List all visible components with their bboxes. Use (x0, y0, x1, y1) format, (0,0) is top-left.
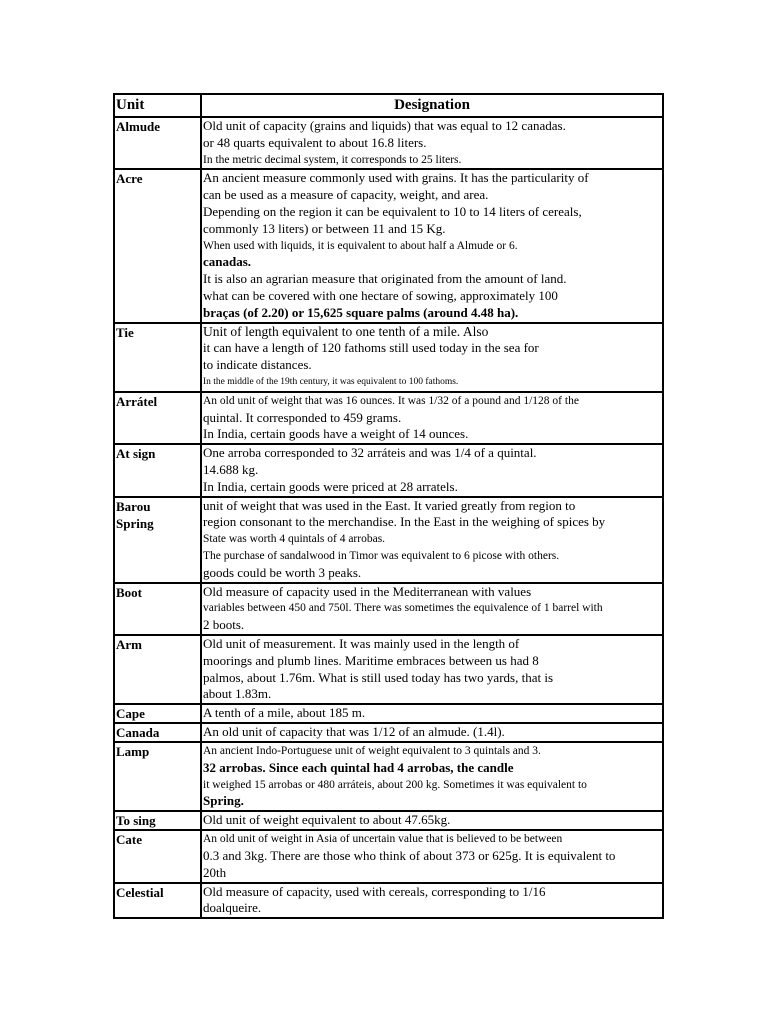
unit-name-cell (114, 323, 201, 392)
unit-column-header: Unit (114, 94, 201, 117)
unit-name-cell (114, 704, 201, 723)
unit-name-cell (114, 830, 201, 882)
designation-line: Old unit of measurement. It was mainly used in the length of (203, 635, 520, 651)
unit-name-cell (114, 169, 201, 322)
designation-line: it weighed 15 arrobas or 480 arráteis, about 200 kg. Sometimes it was equivalent to (203, 778, 587, 791)
designation-line: goods could be worth 3 peaks. (203, 564, 362, 580)
designation-line: or 48 quarts equivalent to about 16.8 liters. (203, 134, 427, 150)
designation-cell (201, 742, 663, 811)
table-row (114, 883, 663, 919)
units-table (113, 93, 664, 919)
designation-line: quintal. It corresponded to 459 grams. (203, 409, 402, 425)
designation-cell (201, 583, 663, 635)
unit-name: Spring (116, 515, 154, 531)
table-row (114, 811, 663, 830)
designation-line: The purchase of sandalwood in Timor was equivalent to 6 picose with others. (203, 549, 560, 562)
unit-name-cell (114, 635, 201, 704)
designation-line: Old unit of capacity (grains and liquids) that was equal to 12 canadas. (203, 118, 566, 133)
unit-name: Celestial (116, 884, 164, 900)
unit-name-cell (114, 117, 201, 169)
designation-line: One arroba corresponded to 32 arráteis and was 1/4 of a quintal. (203, 445, 537, 461)
designation-cell (201, 444, 663, 496)
unit-name: Boot (116, 584, 142, 600)
unit-name: Cape (116, 706, 145, 722)
designation-line: can be used as a measure of capacity, weight, and area. (203, 187, 489, 203)
designation-line: In the metric decimal system, it corresponds to 25 liters. (203, 153, 462, 166)
designation-cell (201, 392, 663, 444)
designation-line: Old unit of weight equivalent to about 47.65kg. (203, 812, 451, 828)
table-row (114, 117, 663, 169)
designation-cell (201, 883, 663, 919)
designation-column-header: Designation (201, 94, 663, 117)
designation-line: doalqueire. (203, 900, 262, 916)
designation-line: Spring. (203, 793, 244, 809)
unit-name: Canada (116, 725, 160, 741)
unit-name: Almude (116, 119, 161, 134)
unit-name-cell (114, 811, 201, 830)
designation-line: region consonant to the merchandise. In the East in the weighing of spices by (203, 514, 606, 530)
unit-name: Acre (116, 171, 143, 187)
unit-name-cell (114, 742, 201, 811)
designation-line: 14.688 kg. (203, 461, 259, 477)
designation-cell (201, 830, 663, 882)
unit-name-cell (114, 444, 201, 496)
table-row (114, 635, 663, 704)
table-row (114, 444, 663, 496)
designation-line: An ancient measure commonly used with grains. It has the particularity of (203, 170, 589, 186)
designation-line: Old measure of capacity, used with cereals, corresponding to 1/16 (203, 883, 546, 899)
designation-cell (201, 811, 663, 830)
designation-line: In the middle of the 19th century, it was equivalent to 100 fathoms. (203, 376, 459, 387)
unit-name: Cate (116, 832, 142, 848)
designation-line: It is also an agrarian measure that originated from the amount of land. (203, 271, 567, 287)
table-row (114, 583, 663, 635)
unit-name: Arm (116, 636, 142, 652)
designation-cell (201, 117, 663, 169)
designation-line: it can have a length of 120 fathoms still used today in the sea for (203, 340, 539, 356)
unit-name-cell (114, 392, 201, 444)
designation-line: canadas. (203, 254, 252, 270)
table-row (114, 723, 663, 742)
unit-name-cell (114, 883, 201, 919)
designation-cell (201, 704, 663, 723)
designation-cell (201, 497, 663, 583)
designation-cell (201, 169, 663, 322)
designation-line: braças (of 2.20) or 15,625 square palms (around 4.48 ha). (203, 304, 519, 320)
designation-line: 2 boots. (203, 617, 245, 633)
table-row (114, 169, 663, 322)
unit-name: At sign (116, 446, 156, 462)
designation-line: When used with liquids, it is equivalent to about half a Almude or 6. (203, 239, 518, 252)
designation-line: 0.3 and 3kg. There are those who think of about 373 or 625g. It is equivalent to (203, 848, 616, 864)
table-body (114, 117, 663, 918)
designation-line: 32 arrobas. Since each quintal had 4 arrobas, the candle (203, 759, 514, 775)
header-row (114, 94, 663, 117)
designation-line: variables between 450 and 750l. There was sometimes the equivalence of 1 barrel with (203, 602, 603, 615)
table-header (114, 94, 663, 117)
designation-line: unit of weight that was used in the East. It varied greatly from region to (203, 497, 576, 513)
designation-line: palmos, about 1.76m. What is still used today has two yards, that is (203, 669, 554, 685)
designation-line: In India, certain goods were priced at 28 arratels. (203, 478, 458, 494)
unit-name: To sing (116, 813, 156, 829)
designation-line: State was worth 4 quintals of 4 arrobas. (203, 533, 386, 546)
designation-line: An old unit of weight that was 16 ounces. It was 1/32 of a pound and 1/128 of the (203, 394, 579, 407)
designation-line: A tenth of a mile, about 185 m. (203, 705, 366, 721)
designation-line: to indicate distances. (203, 357, 312, 373)
designation-line: An old unit of capacity that was 1/12 of an almude. (1.4l). (203, 724, 505, 740)
unit-name-cell (114, 497, 201, 583)
designation-line: about 1.83m. (203, 686, 272, 702)
unit-name: Arrátel (116, 393, 158, 409)
table-row (114, 742, 663, 811)
table-row (114, 497, 663, 583)
table-row (114, 704, 663, 723)
designation-line: Old measure of capacity used in the Mediterranean with values (203, 583, 532, 599)
table-row (114, 392, 663, 444)
unit-name: Lamp (116, 744, 150, 760)
unit-name: Barou (116, 498, 151, 514)
designation-line: An ancient Indo-Portuguese unit of weight equivalent to 3 quintals and 3. (203, 745, 541, 758)
unit-name: Tie (116, 324, 134, 340)
designation-line: An old unit of weight in Asia of uncertain value that is believed to be between (203, 833, 563, 846)
designation-line: moorings and plumb lines. Maritime embraces between us had 8 (203, 652, 539, 668)
unit-name-cell (114, 583, 201, 635)
unit-name-cell (114, 723, 201, 742)
designation-line: Unit of length equivalent to one tenth of a mile. Also (203, 323, 489, 339)
designation-line: Depending on the region it can be equivalent to 10 to 14 liters of cereals, (203, 203, 582, 219)
designation-cell (201, 323, 663, 392)
designation-cell (201, 723, 663, 742)
designation-line: In India, certain goods have a weight of 14 ounces. (203, 426, 469, 442)
designation-line: 20th (203, 864, 227, 880)
designation-cell (201, 635, 663, 704)
designation-line: commonly 13 liters) or between 11 and 15 Kg. (203, 220, 446, 236)
table-row (114, 323, 663, 392)
table-row (114, 830, 663, 882)
designation-line: what can be covered with one hectare of sowing, approximately 100 (203, 287, 558, 303)
